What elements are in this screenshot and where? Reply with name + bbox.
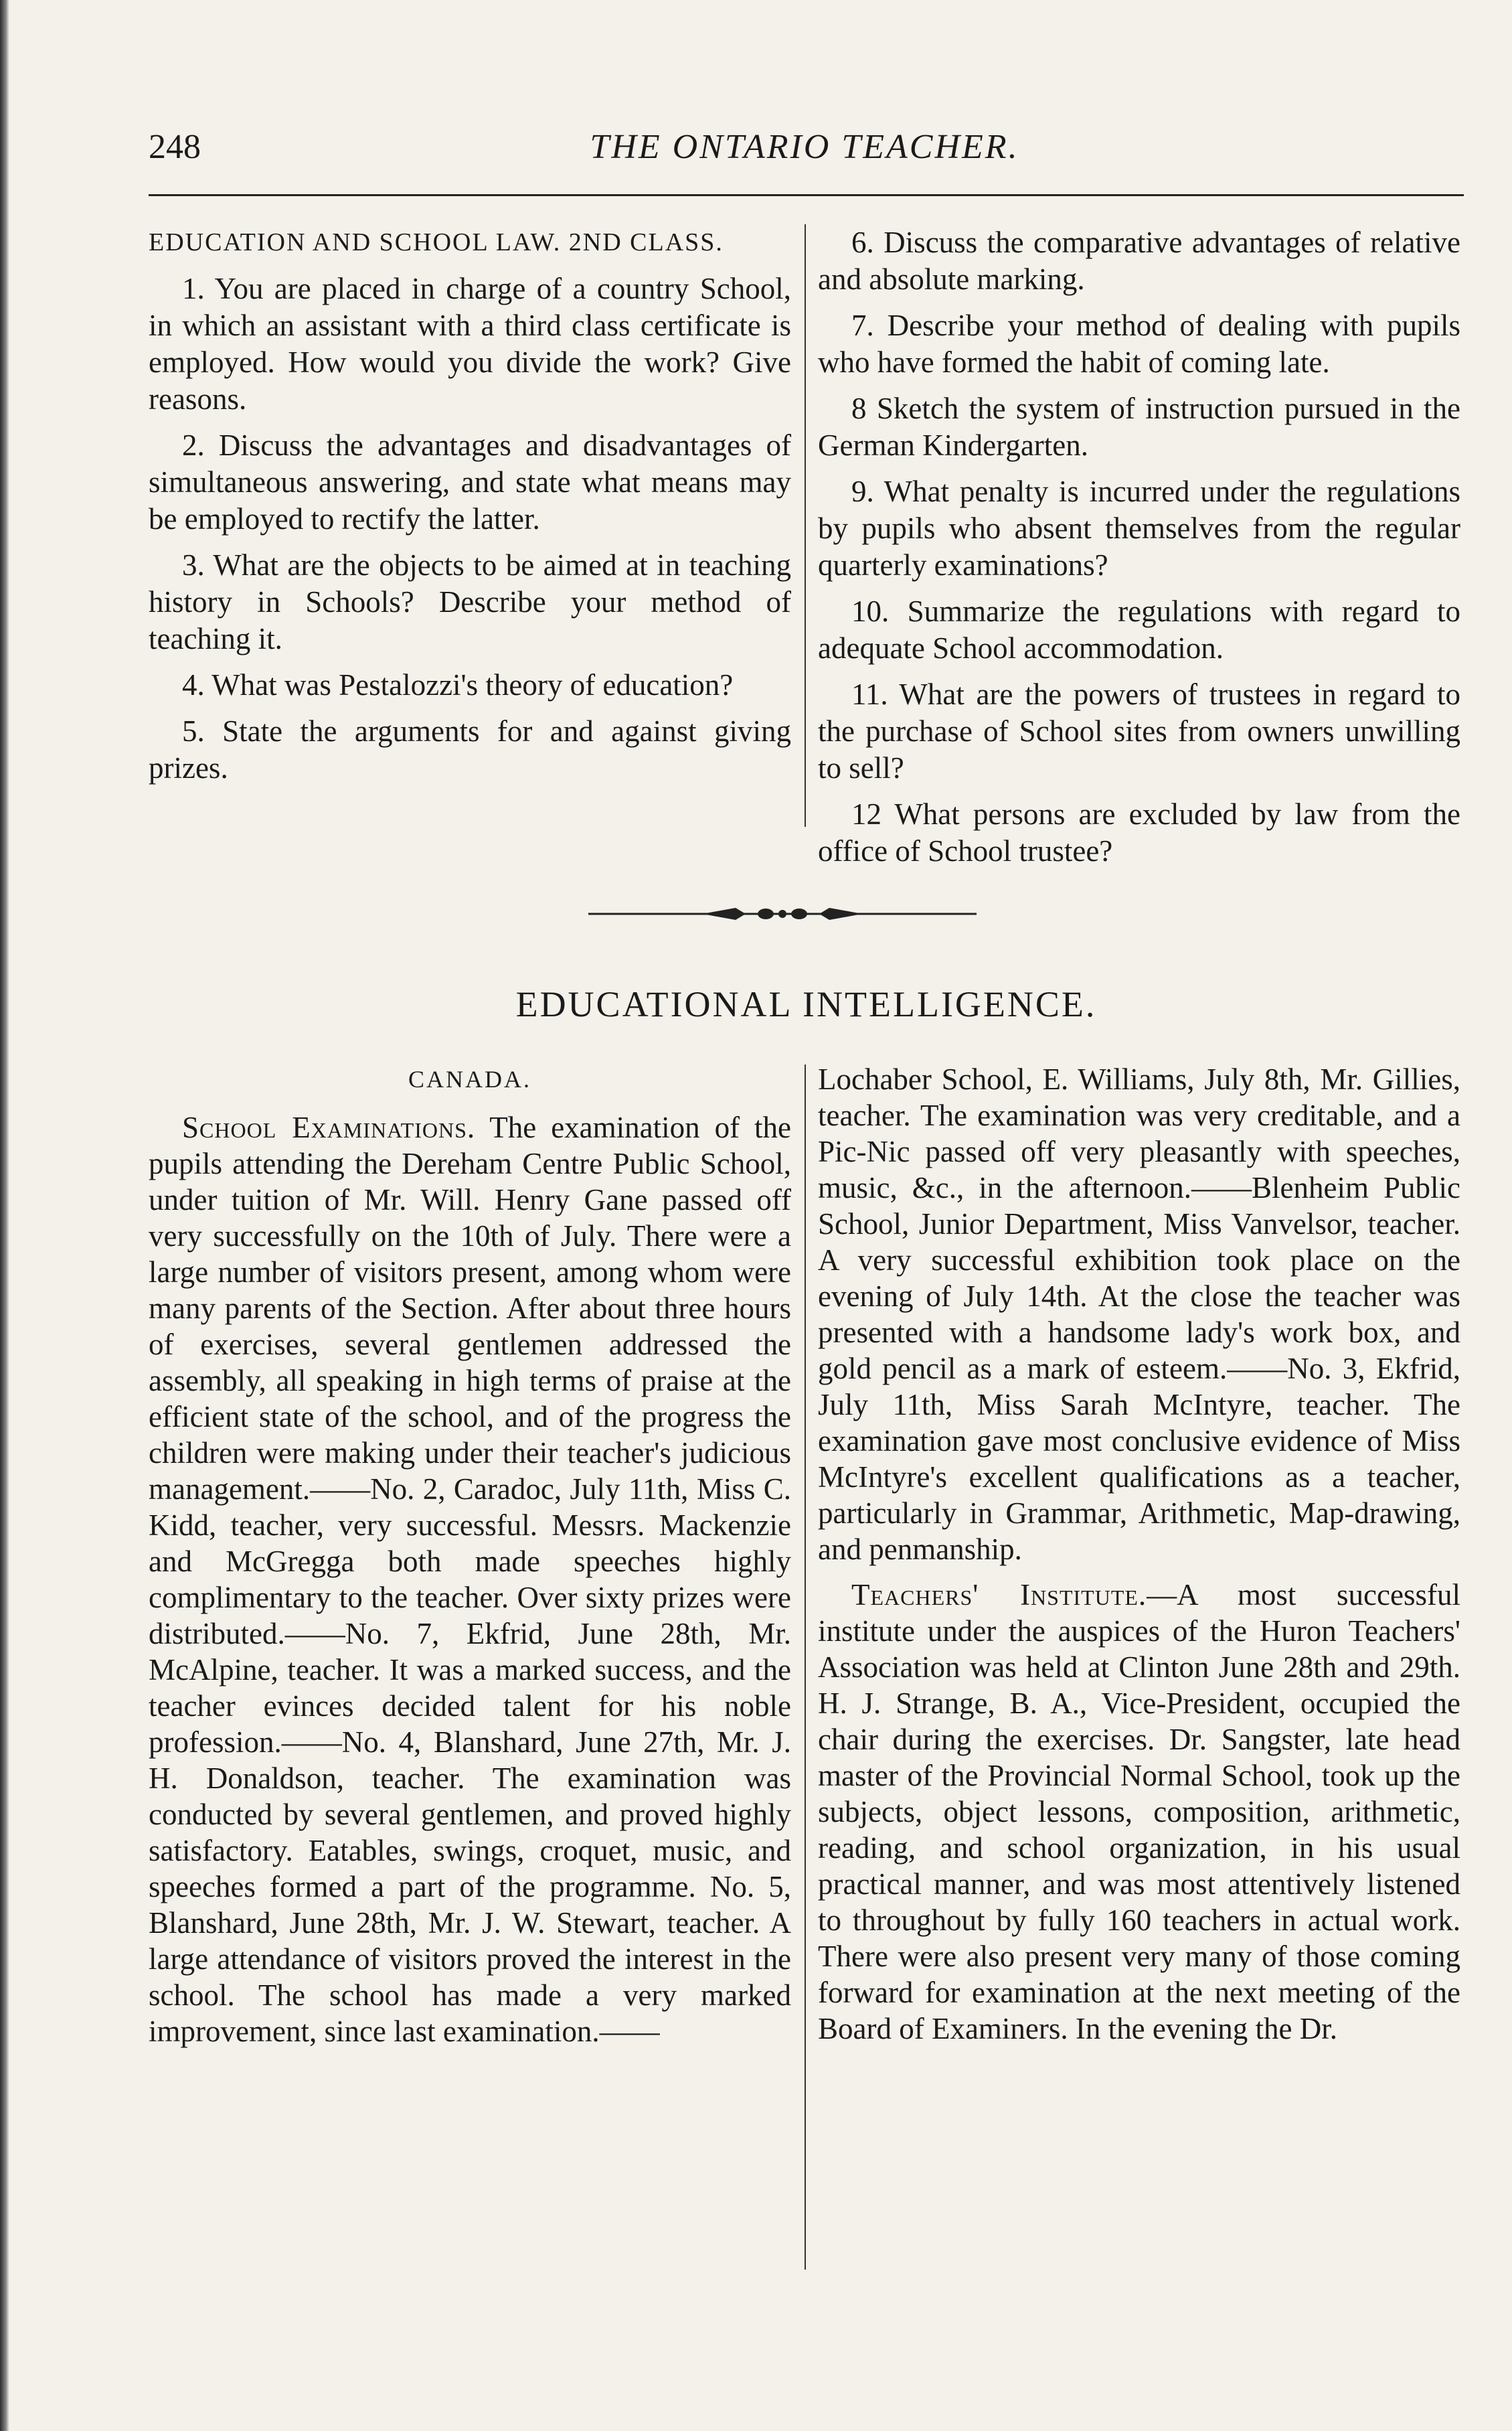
exam-question: 2. Discuss the advantages and disadvantages of simultaneous answering, and state what means may be employed to rectify the latter.: [149, 428, 791, 536]
exam-question: 1. You are placed in charge of a country School, in which an assistant with a third class certificate is employed. How would you divide the work? Give reasons.: [149, 272, 791, 416]
page-binding-edge: [0, 0, 9, 2431]
exam-question: 6. Discuss the comparative advantages of relative and absolute marking.: [818, 226, 1460, 296]
article-paragraph: [818, 1577, 1460, 2047]
intelligence-right-column: [818, 1061, 1460, 2047]
exam-question: 9. What penalty is incurred under the regulations by pupils who absent themselves from the regular quarterly examinations?: [818, 475, 1460, 582]
ornamental-divider: [582, 900, 983, 927]
exam-question: 7. Describe your method of dealing with pupils who have formed the habit of coming late.: [818, 309, 1460, 379]
running-header: [149, 121, 1460, 174]
paragraph-text: —A most successful institute under the auspices of the Huron Teachers' Association was held at Clinton June 28th and 29th. H. J. Strange, B. A., Vice-President, occupied the chair during the exercises. Dr. Sangster, late head master of the Provincial Normal School, took up the subjects, object lessons, composition, arithmetic, reading, and school organization, in his usual practical manner, and was most attentively listened to throughout by fully 160 teachers in actual work. There were also present very many of those coming forward for examination at the next meeting of the Board of Examiners. In the evening the Dr.: [818, 1578, 1460, 2045]
running-title: THE ONTARIO TEACHER.: [590, 128, 1019, 166]
exam-left-column: [149, 224, 791, 787]
header-rule: [149, 194, 1464, 196]
exam-question: 10. Summarize the regulations with regard to adequate School accommodation.: [818, 595, 1460, 665]
column-divider-bottom: [805, 1065, 806, 2270]
column-divider-top: [805, 224, 806, 827]
page-number: 248: [149, 128, 201, 166]
exam-right-column: [818, 224, 1460, 870]
paragraph-text: The examination of the pupils attending the Dereham Centre Public School, under tuition of Mr. Will. Henry Gane passed off very successfully on the 10th of July. There were a large number of visitors present, among whom were many parents of the Section. After about three hours of exercises, several gentlemen addressed the assembly, all speaking in high terms of praise at the efficient state of the school, and of the progress the children were making under their teacher's judicious management.——No. 2, Caradoc, July 11th, Miss C. Kidd, teacher, very successful. Messrs. Mackenzie and McGregga both made speeches highly complimentary to the teacher. Over sixty prizes were distributed.——No. 7, Ekfrid, June 28th, Mr. McAlpine, teacher. It was a marked success, and the teacher evinces decided talent for his noble profession.——No. 4, Blanshard, June 27th, Mr. J. H. Donaldson, teacher. The examination was conducted by several gentlemen, and proved highly satisfactory. Eatables, swings, croquet, music, and speeches formed a part of the programme. No. 5, Blanshard, June 28th, Mr. J. W. Stewart, teacher. A large attendance of visitors proved the interest in the school. The school has made a very marked improvement, since last examination.——: [149, 1111, 791, 2048]
exam-question: 12 What persons are excluded by law from the office of School trustee?: [818, 797, 1460, 868]
paragraph-lead: Teachers' Institute.: [851, 1578, 1147, 1612]
article-paragraph: [149, 1109, 791, 2049]
exam-question: 5. State the arguments for and against giving prizes.: [149, 714, 791, 785]
section-heading: EDUCATIONAL INTELLIGENCE.: [515, 984, 1097, 1024]
region-subheading: CANADA.: [408, 1066, 531, 1093]
exam-question: 11. What are the powers of trustees in regard to the purchase of School sites from owners unwilling to sell?: [818, 678, 1460, 785]
exam-question: 4. What was Pestalozzi's theory of education?: [182, 668, 734, 702]
exam-question: 3. What are the objects to be aimed at in teaching history in Schools? Describe your method of teaching it.: [149, 548, 791, 655]
article-paragraph: Lochaber School, E. Williams, July 8th, Mr. Gillies, teacher. The examination was very creditable, and a Pic-Nic passed off very pleasantly with speeches, music, &c., in the afternoon.——Blenheim Public School, Junior Department, Miss Vanvelsor, teacher. A very successful exhibition took place on the evening of July 14th. At the close the teacher was presented with a handsome lady's work box, and gold pencil as a mark of esteem.——No. 3, Ekfrid, July 11th, Miss Sarah McIntyre, teacher. The examination gave most conclusive evidence of Miss McIntyre's excellent qualifications as a teacher, particularly in Grammar, Arithmetic, Map-drawing, and penmanship.: [818, 1063, 1460, 1566]
exam-section-heading: EDUCATION AND SCHOOL LAW. 2ND CLASS.: [149, 228, 724, 256]
exam-question: 8 Sketch the system of instruction pursued in the German Kindergarten.: [818, 392, 1460, 462]
paragraph-lead: School Examinations.: [182, 1111, 476, 1144]
intelligence-left-column: [149, 1061, 791, 2049]
